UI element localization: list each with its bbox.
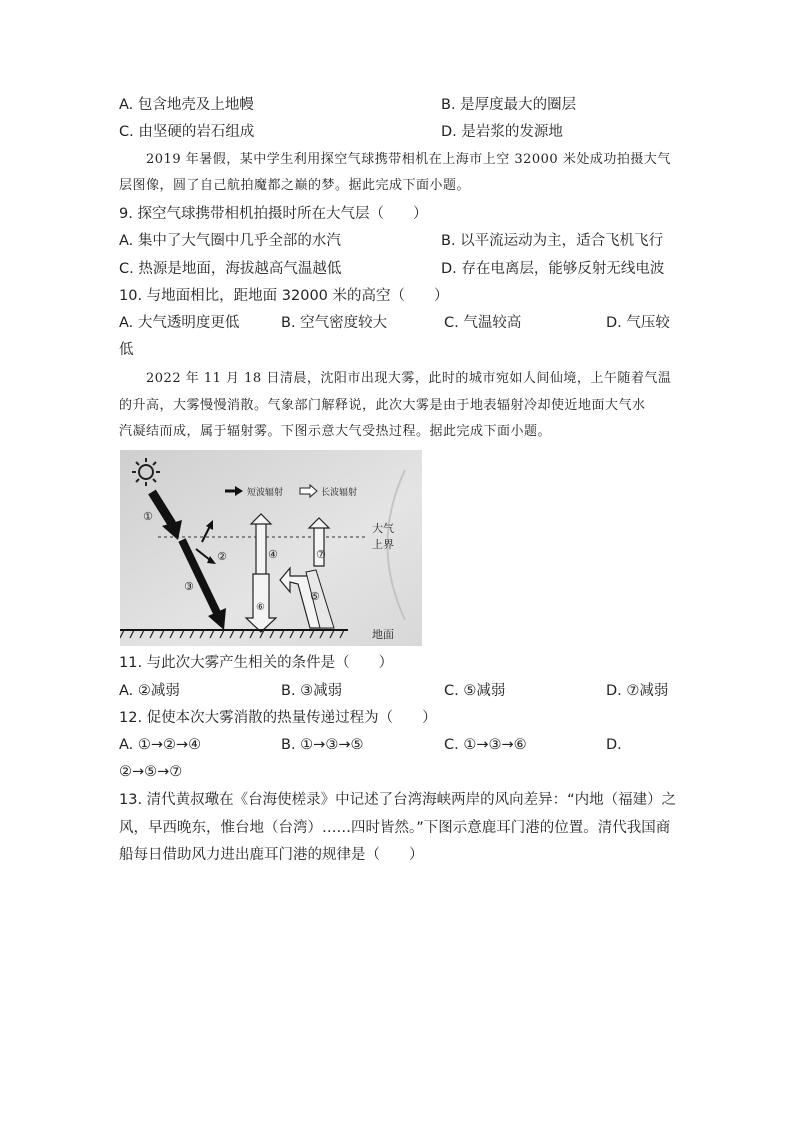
q8-option-c: C. 由坚硬的岩石组成 bbox=[119, 124, 255, 140]
label-3: ③ bbox=[184, 580, 194, 593]
q11-option-b: B. ③减弱 bbox=[281, 683, 343, 699]
label-6: ⑥ bbox=[256, 602, 265, 613]
label-4: ④ bbox=[268, 548, 278, 561]
label-ground: 地面 bbox=[372, 628, 394, 641]
q10-option-c: C. 气温较高 bbox=[444, 315, 522, 331]
label-atmosphere: 大气 bbox=[372, 522, 394, 535]
passage2-line3: 汽凝结而成，属于辐射雾。下图示意大气受热过程。据此完成下面小题。 bbox=[119, 424, 552, 439]
q12-option-b: B. ①→③→⑤ bbox=[281, 737, 364, 753]
legend-long-wave-label: 长波辐射 bbox=[321, 488, 358, 498]
q9-stem: 9. 探空气球携带相机拍摄时所在大气层（ ） bbox=[119, 206, 428, 222]
q8-option-d: D. 是岩浆的发源地 bbox=[441, 124, 563, 140]
q12-stem: 12. 促使本次大雾消散的热量传递过程为（ ） bbox=[119, 710, 437, 726]
q13-line3: 船每日借助风力进出鹿耳门港的规律是（ ） bbox=[119, 847, 424, 863]
label-upper-boundary: 上界 bbox=[372, 538, 394, 551]
label-5: ⑤ bbox=[310, 590, 320, 603]
q10-option-d-continued: 低 bbox=[119, 342, 134, 358]
q10-option-d: D. 气压较 bbox=[606, 315, 670, 331]
label-1: ① bbox=[143, 510, 153, 523]
passage1-line1: 2019 年暑假，某中学生利用探空气球携带相机在上海市上空 32000 米处成功拍摄大气 bbox=[146, 152, 671, 167]
q13-line2: 风，早西晚东，惟台地（台湾）……四时皆然。”下图示意鹿耳门港的位置。清代我国商 bbox=[119, 820, 671, 836]
q9-option-b: B. 以平流运动为主，适合飞机飞行 bbox=[441, 233, 664, 249]
q10-option-b: B. 空气密度较大 bbox=[281, 315, 388, 331]
q12-option-d: D. bbox=[606, 737, 622, 753]
atmosphere-heating-diagram bbox=[120, 450, 422, 646]
q9-option-a: A. 集中了大气圈中几乎全部的水汽 bbox=[119, 233, 341, 249]
q10-stem: 10. 与地面相比，距地面 32000 米的高空（ ） bbox=[119, 288, 449, 304]
q9-option-c: C. 热源是地面，海拔越高气温越低 bbox=[119, 261, 342, 277]
label-7: ⑦ bbox=[316, 548, 326, 561]
q11-option-a: A. ②减弱 bbox=[119, 683, 180, 699]
q12-option-a: A. ①→②→④ bbox=[119, 737, 202, 753]
q12-option-d-continued: ②→⑤→⑦ bbox=[119, 764, 183, 780]
label-2: ② bbox=[217, 550, 227, 563]
q8-option-b: B. 是厚度最大的圈层 bbox=[441, 97, 577, 113]
q12-option-c: C. ①→③→⑥ bbox=[444, 737, 527, 753]
q13-line1: 13. 清代黄叔璥在《台海使槎录》中记述了台湾海峡两岸的风向差异：“内地（福建）之 bbox=[119, 792, 677, 808]
passage1-line2: 层图像，圆了自己航拍魔都之巅的梦。据此完成下面小题。 bbox=[119, 178, 471, 193]
q8-option-a: A. 包含地壳及上地幔 bbox=[119, 97, 254, 113]
passage2-line1: 2022 年 11 月 18 日清晨，沈阳市出现大雾，此时的城市宛如人间仙境，上午随着气温 bbox=[146, 371, 672, 386]
q11-option-c: C. ⑤减弱 bbox=[444, 683, 506, 699]
q9-option-d: D. 存在电离层，能够反射无线电波 bbox=[441, 261, 665, 277]
legend-short-wave-label: 短波辐射 bbox=[247, 488, 284, 498]
passage2-line2: 的升高，大雾慢慢消散。气象部门解释说，此次大雾是由于地表辐射冷却使近地面大气水 bbox=[119, 398, 646, 413]
q10-option-a: A. 大气透明度更低 bbox=[119, 315, 240, 331]
q11-stem: 11. 与此次大雾产生相关的条件是（ ） bbox=[119, 655, 394, 671]
q11-option-d: D. ⑦减弱 bbox=[606, 683, 669, 699]
